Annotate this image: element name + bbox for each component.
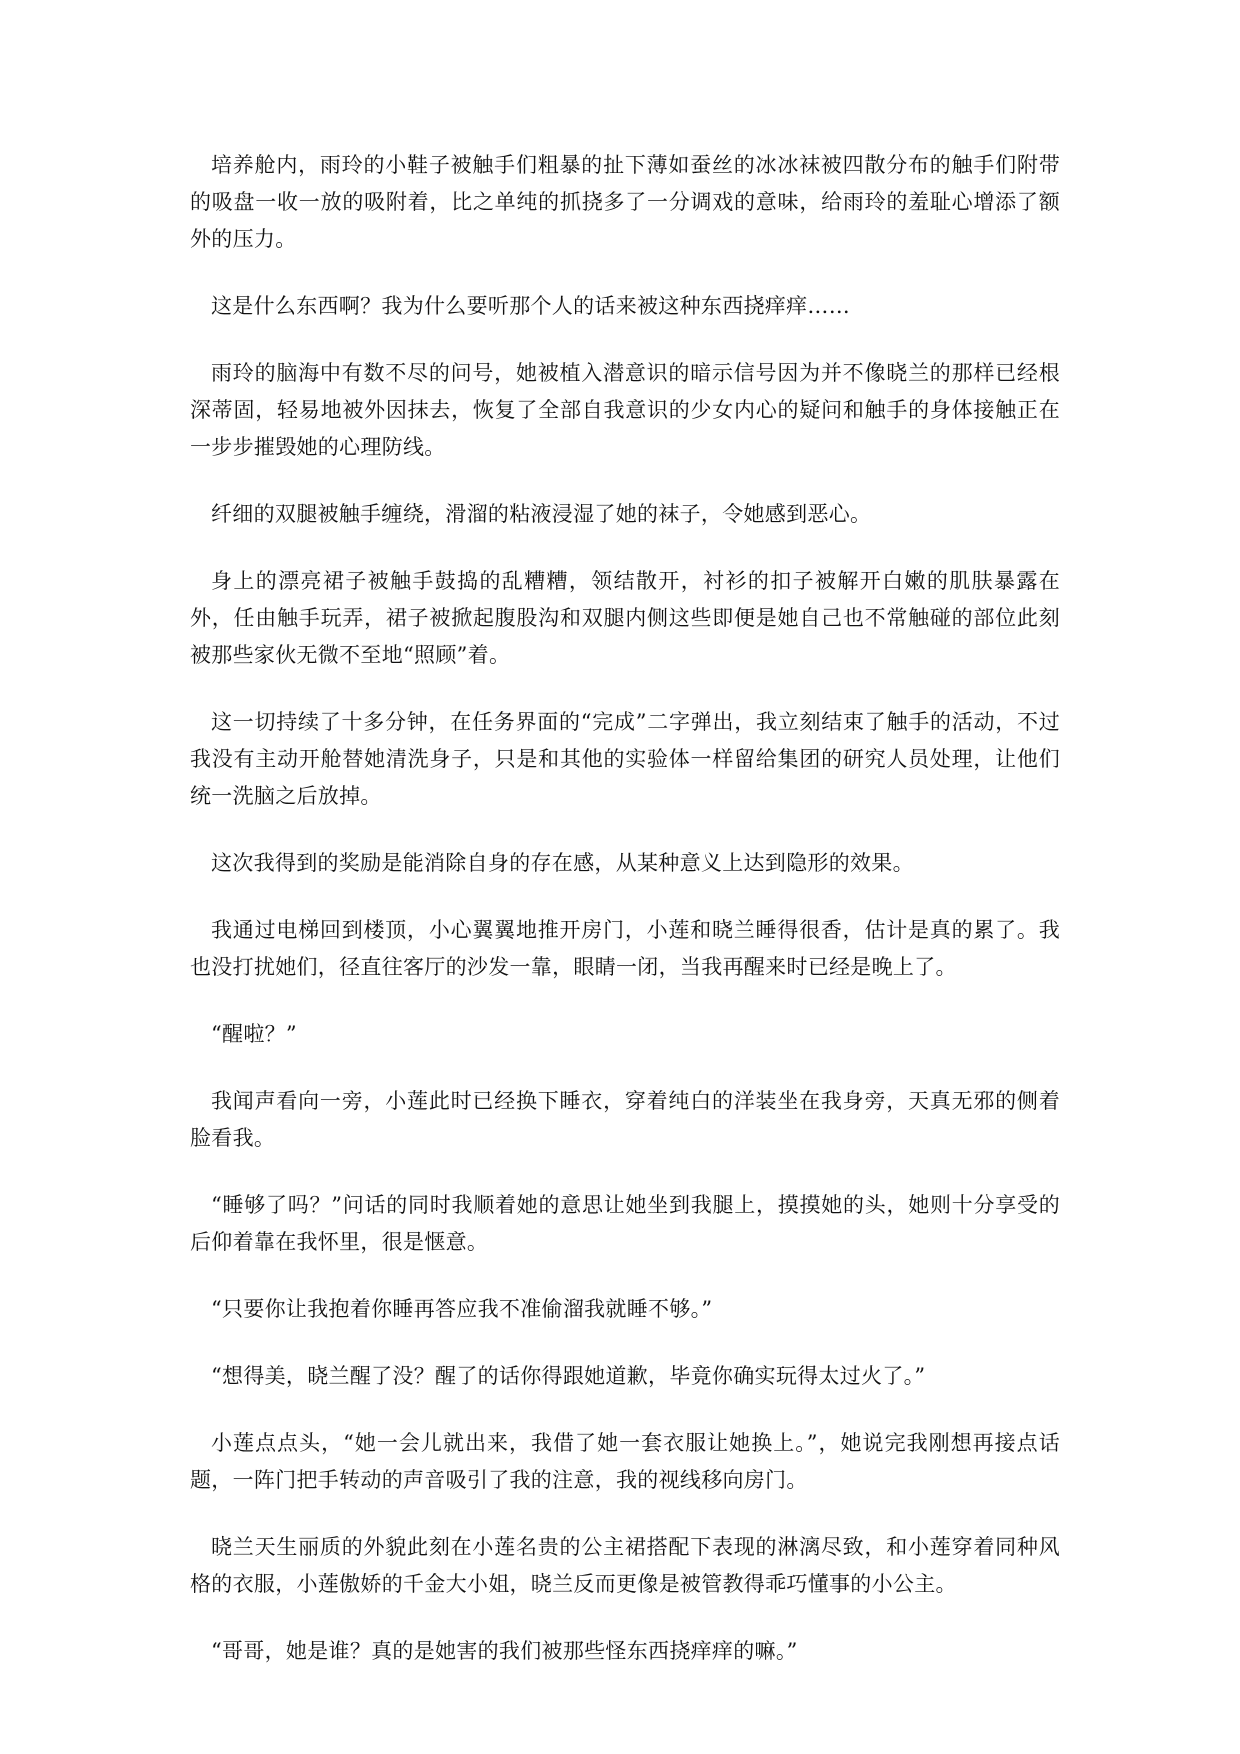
paragraph: 我闻声看向一旁，小莲此时已经换下睡衣，穿着纯白的洋装坐在我身旁，天真无邪的侧着脸看我。 <box>190 1089 1060 1150</box>
paragraph: “哥哥，她是谁？真的是她害的我们被那些怪东西挠痒痒的嘛。” <box>211 1639 798 1663</box>
document-body <box>190 147 1060 1700</box>
paragraph: “睡够了吗？”问话的同时我顺着她的意思让她坐到我腿上，摸摸她的头，她则十分享受的后仰着靠在我怀里，很是惬意。 <box>190 1193 1060 1254</box>
paragraph: 我通过电梯回到楼顶，小心翼翼地推开房门，小莲和晓兰睡得很香，估计是真的累了。我也没打扰她们，径直往客厅的沙发一靠，眼睛一闭，当我再醒来时已经是晚上了。 <box>190 918 1060 979</box>
paragraph: 培养舱内，雨玲的小鞋子被触手们粗暴的扯下薄如蚕丝的冰冰袜被四散分布的触手们附带的吸盘一收一放的吸附着，比之单纯的抓挠多了一分调戏的意味，给雨玲的羞耻心增添了额外的压力。 <box>190 153 1060 251</box>
paragraph: “想得美，晓兰醒了没？醒了的话你得跟她道歉，毕竟你确实玩得太过火了。” <box>211 1364 926 1388</box>
paragraph: 晓兰天生丽质的外貌此刻在小莲名贵的公主裙搭配下表现的淋漓尽致，和小莲穿着同种风格的衣服，小莲傲娇的千金大小姐，晓兰反而更像是被管教得乖巧懂事的小公主。 <box>190 1535 1060 1596</box>
paragraph: 这次我得到的奖励是能消除自身的存在感，从某种意义上达到隐形的效果。 <box>211 851 914 875</box>
paragraph: 雨玲的脑海中有数不尽的问号，她被植入潜意识的暗示信号因为并不像晓兰的那样已经根深蒂固，轻易地被外因抹去，恢复了全部自我意识的少女内心的疑问和触手的身体接触正在一步步摧毁她的心理防线。 <box>190 361 1060 459</box>
paragraph: 身上的漂亮裙子被触手鼓捣的乱糟糟，领结散开，衬衫的扣子被解开白嫩的肌肤暴露在外，任由触手玩弄，裙子被掀起腹股沟和双腿内侧这些即便是她自己也不常触碰的部位此刻被那些家伙无微不至地“照顾”着。 <box>190 569 1060 667</box>
paragraph: 这一切持续了十多分钟，在任务界面的“完成”二字弹出，我立刻结束了触手的活动，不过我没有主动开舱替她清洗身子，只是和其他的实验体一样留给集团的研究人员处理，让他们统一洗脑之后放掉。 <box>190 710 1060 808</box>
paragraph: 纤细的双腿被触手缠绕，滑溜的粘液浸湿了她的袜子，令她感到恶心。 <box>211 502 872 526</box>
paragraph: 这是什么东西啊？我为什么要听那个人的话来被这种东西挠痒痒…… <box>211 294 850 318</box>
paragraph: 小莲点点头，“她一会儿就出来，我借了她一套衣服让她换上。”，她说完我刚想再接点话题，一阵门把手转动的声音吸引了我的注意，我的视线移向房门。 <box>190 1431 1060 1492</box>
paragraph: “醒啦？” <box>211 1022 297 1046</box>
paragraph: “只要你让我抱着你睡再答应我不准偷溜我就睡不够。” <box>211 1297 713 1321</box>
